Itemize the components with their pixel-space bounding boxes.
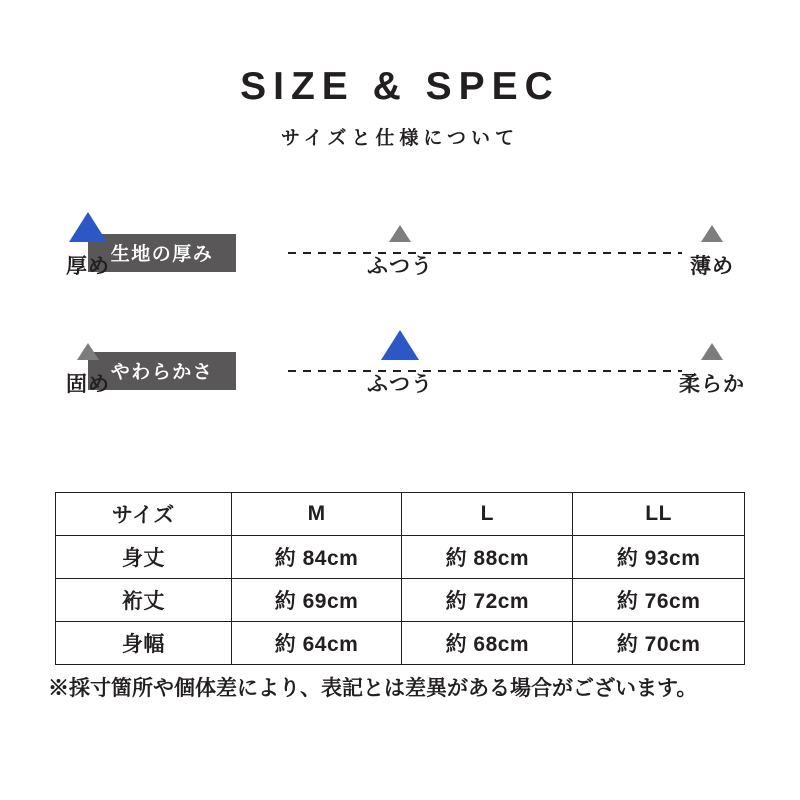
table-cell: 約 84cm [231,536,402,579]
table-row [56,622,745,665]
scale-caption: 柔らか [679,372,745,396]
table-header-cell: L [402,493,573,536]
scale-label-softness: やわらかさ [88,352,236,390]
size-table-wrapper [55,492,745,665]
table-row [56,536,745,579]
table-header-cell: M [231,493,402,536]
scale-marker-softness-firm [28,343,148,398]
triangle-marker-active-icon [381,330,419,360]
triangle-marker-inactive-icon [701,343,723,360]
scale-caption: 厚め [66,254,110,278]
table-header-cell: サイズ [56,493,232,536]
scale-caption: 薄め [690,254,734,278]
table-row [56,579,745,622]
spec-scales [0,212,800,422]
triangle-marker-inactive-icon [77,343,99,360]
triangle-marker-inactive-icon [701,225,723,242]
scale-marker-softness-normal [340,330,460,398]
page-title: SIZE & SPEC [240,65,560,108]
scale-row-fabric-thickness [66,212,734,304]
scale-caption: ふつう [367,372,433,396]
triangle-marker-active-icon [69,212,107,242]
table-cell: 約 68cm [402,622,573,665]
table-header-row [56,493,745,536]
scale-row-softness [66,330,745,422]
size-table [55,492,745,665]
table-cell: 約 64cm [231,622,402,665]
scale-marker-fabric-thickness-thick [28,212,148,280]
table-cell: 約 72cm [402,579,573,622]
scale-caption: 固め [66,372,110,396]
table-row-label: 身丈 [56,536,232,579]
table-cell: 約 88cm [402,536,573,579]
page-header [0,0,800,150]
table-cell: 約 76cm [573,579,745,622]
scale-marker-softness-soft [652,343,772,398]
scale-caption: ふつう [367,254,433,278]
table-row-label: 裄丈 [56,579,232,622]
scale-marker-fabric-thickness-thin [652,225,772,280]
table-cell: 約 69cm [231,579,402,622]
table-cell: 約 93cm [573,536,745,579]
measurement-disclaimer: ※採寸箇所や個体差により、表記とは差異がある場合がございます。 [48,677,698,700]
page-subtitle: サイズと仕様について [280,127,520,149]
table-cell: 約 70cm [573,622,745,665]
scale-label-fabric-thickness: 生地の厚み [88,234,236,272]
triangle-marker-inactive-icon [389,225,411,242]
table-row-label: 身幅 [56,622,232,665]
scale-marker-fabric-thickness-normal [340,225,460,280]
table-header-cell: LL [573,493,745,536]
